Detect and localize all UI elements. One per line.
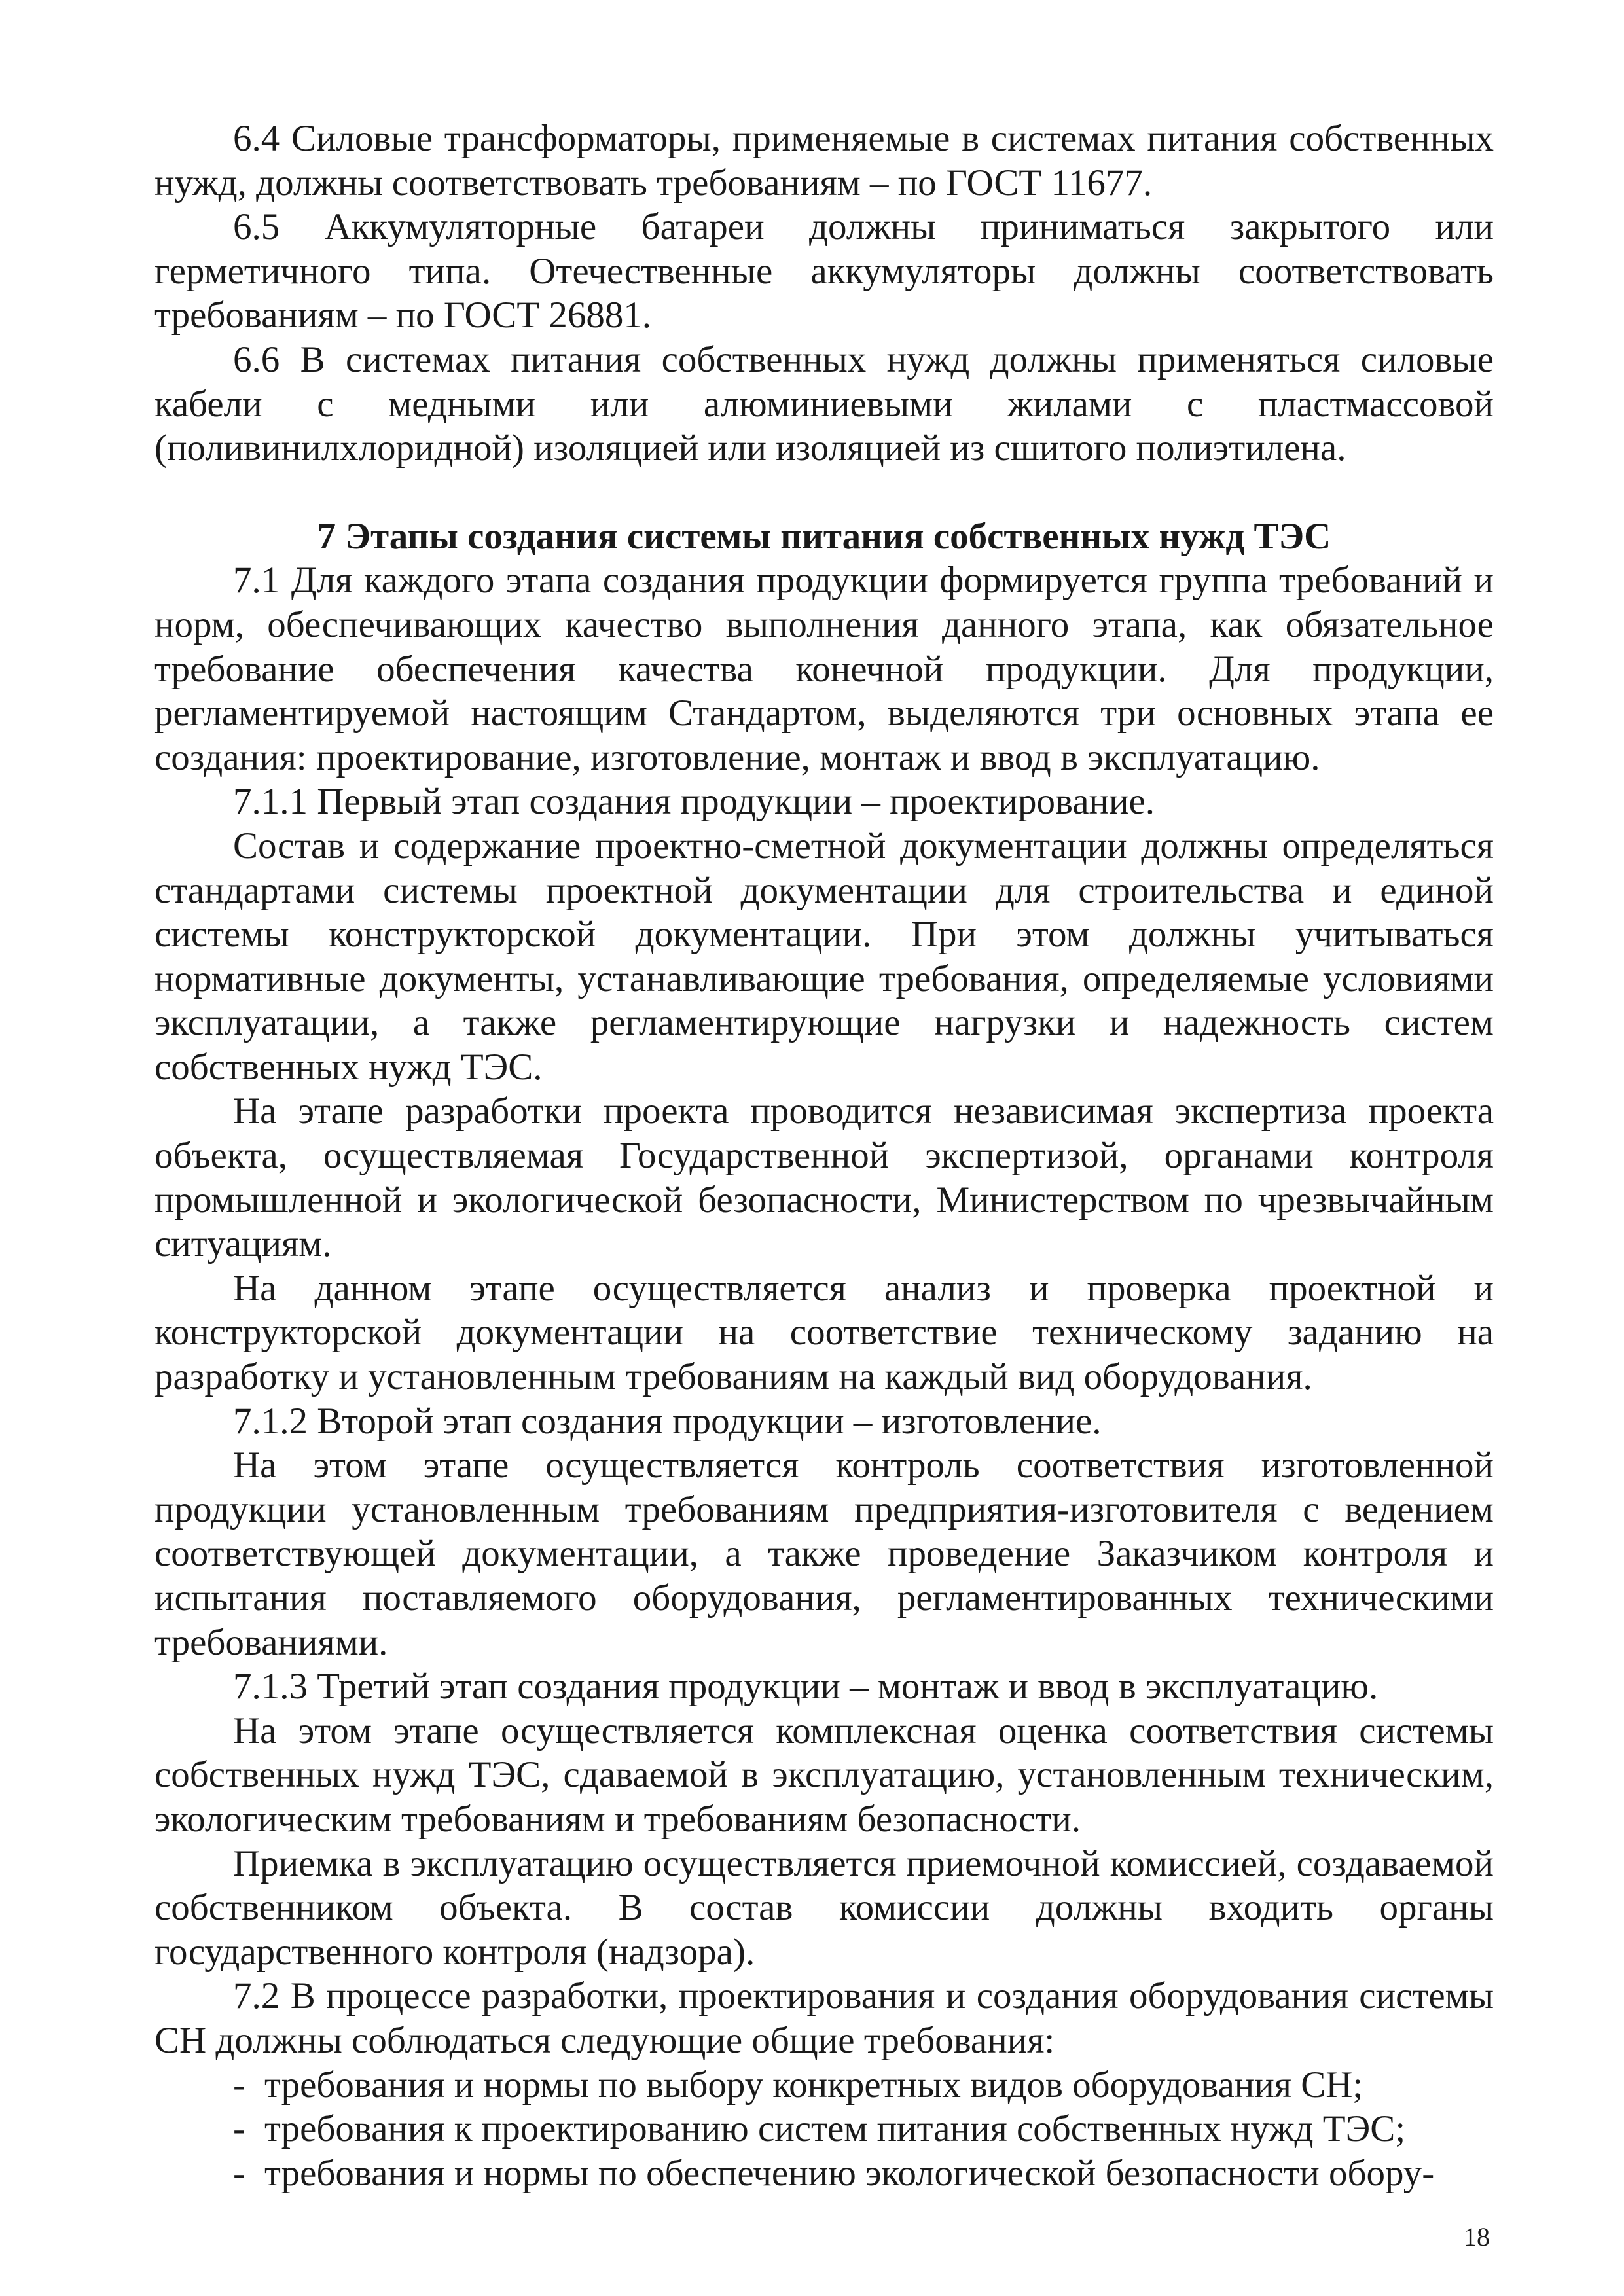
list-dash: - — [233, 2108, 245, 2150]
paragraph-7-1-3-b: Приемка в эксплуатацию осуществляется приемочной комиссией, создаваемой собственником объекта. В состав комиссии должны входить органы государственного контроля (надзора). — [154, 1842, 1494, 1973]
list-item — [154, 2107, 1494, 2151]
paragraph-6-5: 6.5 Аккумуляторные батареи должны приниматься закрытого или герметичного типа. Отечественные аккумуляторы должны соответствовать требованиям – по ГОСТ 26881. — [154, 206, 1494, 336]
paragraph-7-1-3: 7.1.3 Третий этап создания продукции – монтаж и ввод в эксплуатацию. — [233, 1666, 1379, 1708]
list-item-text: требования и нормы по выбору конкретных видов оборудования СН; — [264, 2064, 1363, 2106]
list-item — [154, 2063, 1494, 2108]
paragraph-7-1-1-b: На этапе разработки проекта проводится независимая экспертиза проекта объекта, осуществляемая Государственной экспертизой, органами контроля промышленной и экологической безопасности, Министерством по чрезвычайным ситуациям. — [154, 1090, 1494, 1265]
paragraph-6-4: 6.4 Силовые трансформаторы, применяемые в системах питания собственных нужд, должны соответствовать требованиям – по ГОСТ 11677. — [154, 118, 1494, 204]
paragraph-6-6: 6.6 В системах питания собственных нужд должны применяться силовые кабели с медными или алюминиевыми жилами с пластмассовой (поливинилхлоридной) изоляцией или изоляцией из сшитого полиэтилена. — [154, 338, 1494, 469]
paragraph-7-1-3-a: На этом этапе осуществляется комплексная оценка соответствия системы собственных нужд ТЭС, сдаваемой в эксплуатацию, установленным техническим, экологическим требованиям и требованиям безопасности. — [154, 1710, 1494, 1840]
paragraph-7-1-1: 7.1.1 Первый этап создания продукции – проектирование. — [233, 781, 1155, 823]
paragraph-7-1-1-c: На данном этапе осуществляется анализ и проверка проектной и конструкторской документации на соответствие техническому заданию на разработку и установленным требованиям на каждый вид оборудования. — [154, 1267, 1494, 1398]
paragraph-7-1-2: 7.1.2 Второй этап создания продукции – изготовление. — [233, 1400, 1102, 1442]
paragraph-7-1-1-a: Состав и содержание проектно-сметной документации должны определяться стандартами системы проектной документации для строительства и единой системы конструкторской документации. При этом должны учитываться нормативные документы, устанавливающие требования, определяемые условиями эксплуатации, а также регламентирующие нагрузки и надежность систем собственных нужд ТЭС. — [154, 825, 1494, 1088]
paragraph-7-1: 7.1 Для каждого этапа создания продукции формируется группа требований и норм, обеспечивающих качество выполнения данного этапа, как обязательное требование обеспечения качества конечной продукции. Для продукции, регламентируемой настоящим Стандартом, выделяются три основных этапа ее создания: проектирование, изготовление, монтаж и ввод в эксплуатацию. — [154, 560, 1494, 778]
list-item — [154, 2151, 1494, 2196]
list-item-text: требования и нормы по обеспечению экологической безопасности обору- — [264, 2152, 1435, 2194]
page-number: 18 — [1464, 2222, 1490, 2251]
list-item-text: требования к проектированию систем питания собственных нужд ТЭС; — [264, 2108, 1406, 2150]
paragraph-7-2: 7.2 В процессе разработки, проектирования и создания оборудования системы СН должны соблюдаться следующие общие требования: — [154, 1975, 1494, 2061]
paragraph-7-1-2-a: На этом этапе осуществляется контроль соответствия изготовленной продукции установленным требованиям предприятия-изготовителя с ведением соответствующей документации, а также проведение Заказчиком контроля и испытания поставляемого оборудования, регламентированных техническими требованиями. — [154, 1444, 1494, 1663]
list-dash: - — [233, 2064, 245, 2106]
document-page — [154, 117, 1494, 2195]
list-dash: - — [233, 2152, 245, 2194]
section-7-heading: 7 Этапы создания системы питания собственных нужд ТЭС — [317, 515, 1331, 557]
